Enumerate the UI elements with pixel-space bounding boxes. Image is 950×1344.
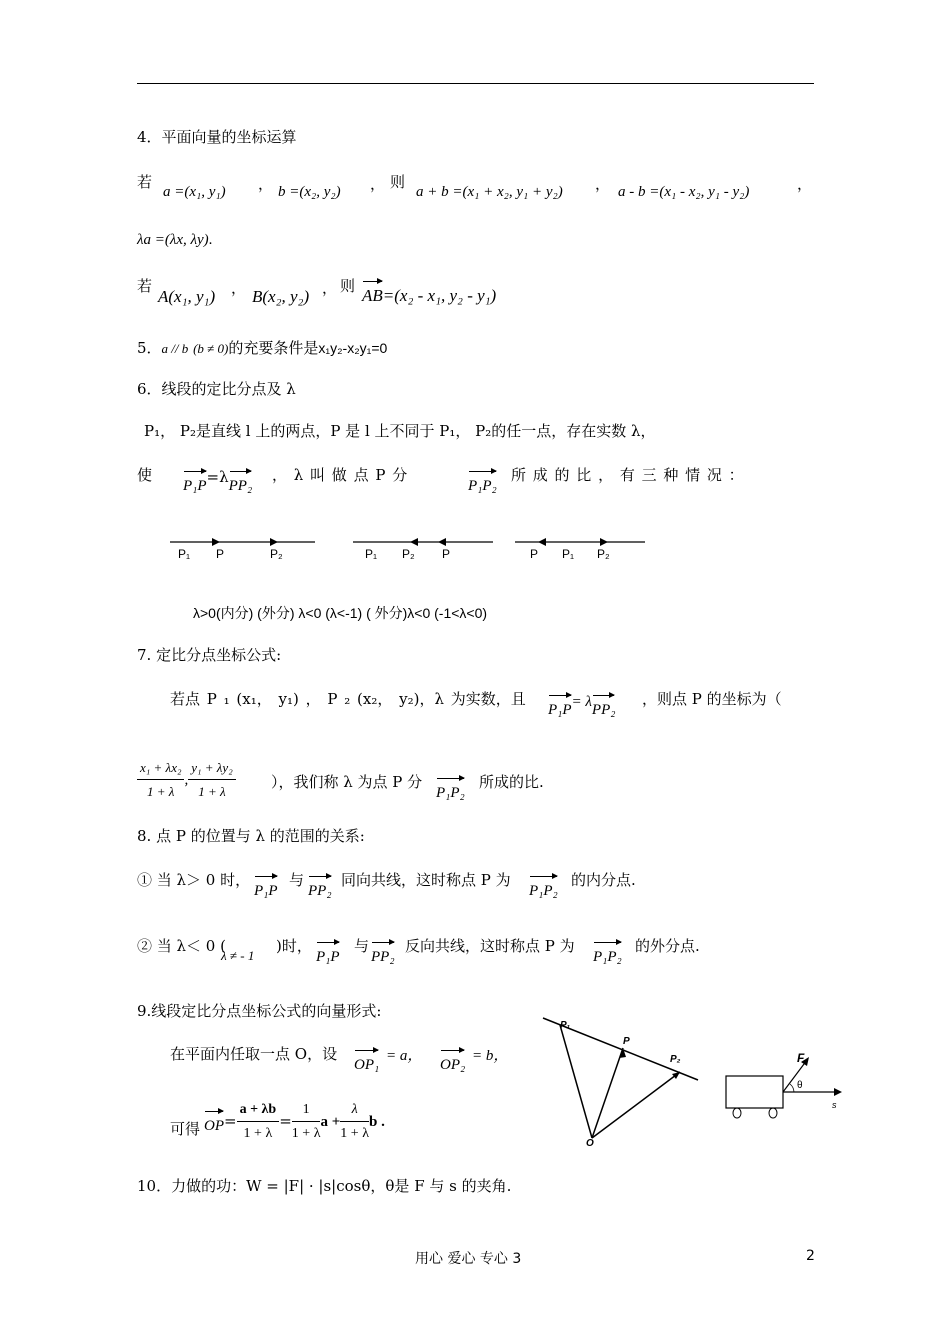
vector-OP: OP (204, 1108, 224, 1136)
comma: ， (258, 175, 274, 193)
vector-PP2: PP₂ (592, 692, 616, 720)
section-6-line1: P₁， P₂是直线 l 上的两点，P 是 l 上不同于 P₁， P₂的任一点，存在实数 λ， (144, 422, 656, 440)
case-1-line (170, 538, 315, 561)
case-2-line (353, 538, 493, 561)
section-10-text: 10．力做的功：W = |F| · |s|cosθ，θ是 F 与 s 的夹角. (137, 1177, 512, 1195)
kede-text: 可得 (170, 1120, 201, 1138)
section-7-coord-intro: ，则点 P 的坐标为（ (642, 690, 782, 708)
vector-sum-coord: a + b =(x₁ + x₂, y₁ + y₂) (416, 184, 563, 200)
three-cases-text: 所 成 的 比 ， 有 三 种 情 况 ： (511, 466, 744, 484)
block-icon (726, 1076, 783, 1108)
yu-text: 与 (354, 937, 370, 955)
section-7-heading: 7. 定比分点坐标公式: (137, 646, 282, 664)
fig-label: P₁ (365, 547, 378, 561)
vector-OP2: OP₂ (440, 1047, 465, 1075)
scalar-mult-coord: λa =(λx, λy). (137, 232, 213, 248)
section-9-formula: OP= $\frac{a + \lambda b}{1 + \lambda}$ = $\frac{1}{1 + \lambda}$ a + $\frac{\lambda}{1 + \lambda}$ b . (204, 1102, 385, 1141)
point-A-coord: A(x₁, y₁) (158, 287, 216, 306)
outer-point-text: 的外分点. (635, 937, 700, 955)
label-P1: P₁ (560, 1020, 571, 1031)
section-9-heading: 9.线段定比分点坐标公式的向量形式: (137, 1002, 382, 1020)
section-6-ratio-line: P₁P=λPP₂ (183, 468, 253, 494)
vector-AB: AB (362, 278, 383, 306)
vector-P1P: P₁P (183, 468, 207, 496)
vector-OP1: OP₁ (354, 1047, 379, 1075)
fig-label: P₂ (597, 547, 610, 561)
vector-P1P: P₁P (316, 939, 340, 967)
vector-PP2: PP₂ (371, 939, 395, 967)
comma: ， (231, 279, 247, 297)
vector-P1P2: P₁P₂ (529, 873, 558, 901)
ratio-desc: ， λ 叫 做 点 P 分 (272, 466, 408, 484)
lambda-not-neg-one: λ ≠ - 1 (221, 948, 255, 963)
label-P: P (623, 1036, 630, 1047)
force-work-figure (720, 1048, 850, 1123)
fig-label: P₁ (562, 547, 575, 561)
triangle-figure (540, 1010, 705, 1150)
vector-P1P: P₁P (548, 692, 572, 720)
yu-text: 与 (289, 871, 305, 889)
vector-diff-coord: a - b =(x₁ - x₂, y₁ - y₂) (618, 184, 750, 200)
page-number: 2 (806, 1248, 815, 1264)
label-F: F (797, 1051, 805, 1065)
section-4-heading: 4．平面向量的坐标运算 (137, 128, 297, 146)
fig-label: P (442, 547, 451, 561)
comma: ， (370, 175, 386, 193)
ruo-text: 若 (137, 173, 153, 191)
case-2-condition: ② 当 λ＜ 0 ( (137, 937, 226, 955)
case-1-desc: 同向共线，这时称点 P 为 (341, 871, 511, 889)
comma: ， (322, 279, 338, 297)
ze-text: 则 (390, 173, 406, 191)
wheel-icon (769, 1108, 777, 1118)
case-2-desc: 反向共线，这时称点 P 为 (405, 937, 575, 955)
shi-text: 使 (137, 466, 153, 484)
equals-a: = a， (386, 1048, 423, 1064)
inner-point-text: 的内分点. (571, 871, 636, 889)
header-rule (137, 83, 814, 84)
section-7-ratio-text: ），我们称 λ 为点 P 分 (271, 773, 423, 791)
case-1-condition: ① 当 λ＞ 0 时， (137, 871, 251, 889)
fig-label: P₂ (270, 547, 283, 561)
label-P2: P₂ (670, 1054, 681, 1065)
vector-P1P2: P₁P₂ (468, 468, 497, 496)
vector-P1P: P₁P (254, 873, 278, 901)
vector-P1P2: P₁P₂ (593, 939, 622, 967)
section-5-line: 5．a // b (b ≠ 0)的充要条件是x₁y₂-x₂y₁=0 (137, 339, 388, 357)
vector-PP2: PP₂ (229, 468, 253, 496)
label-s: s (832, 1100, 837, 1110)
footer-center: 用心 爱心 专心 3 (415, 1251, 522, 1267)
label-theta: θ (797, 1080, 803, 1091)
fig-label: P₁ (178, 547, 191, 561)
fig-label: P₂ (402, 547, 415, 561)
wheel-icon (733, 1108, 741, 1118)
section-8-heading: 8. 点 P 的位置与 λ 的范围的关系: (137, 827, 365, 845)
comma: ， (595, 175, 611, 193)
three-cases-figure (160, 528, 660, 568)
label-O: O (586, 1138, 594, 1149)
shi-text: )时， (276, 937, 312, 955)
section-9-intro: 在平面内任取一点 O，设 (170, 1045, 338, 1063)
section-4-line1 (137, 172, 152, 192)
section-6-heading: 6．线段的定比分点及 λ (137, 380, 296, 398)
vector-b-coord: b =(x₂, y₂) (278, 184, 341, 200)
ruo-text-2: 若 (137, 277, 153, 295)
case-3-line (515, 538, 645, 561)
vector-P1P2: P₁P₂ (436, 775, 465, 803)
point-B-coord: B(x₂, y₂) (252, 287, 310, 306)
fig-label: P (530, 547, 539, 561)
equals-b: = b， (472, 1048, 509, 1064)
ze-text-2: 则 (340, 277, 356, 295)
vector-PP2: PP₂ (308, 873, 332, 901)
vector-AB-coord: AB=(x₂ - x₁, y₂ - y₁) (362, 278, 496, 306)
section-7-end: 所成的比. (479, 773, 544, 791)
vector-a-coord: a =(x₁, y₁) (163, 184, 226, 200)
three-cases-labels: λ>0(内分) (外分) λ<0 (λ<-1) ( 外分)λ<0 (-1<λ<0) (193, 605, 488, 621)
section-7-formula: $\frac{\text{x₁ + λx₂}}{1 + \lambda}$ , $\frac{\text{y₁ + λy₂}}{1 + \lambda}$ (137, 758, 236, 802)
fig-label: P (216, 547, 225, 561)
comma: ， (797, 175, 813, 193)
section-7-line1: 若点 P ₁ (x₁， y₁) ， P ₂ (x₂， y₂)，λ 为实数，且 (170, 690, 526, 708)
